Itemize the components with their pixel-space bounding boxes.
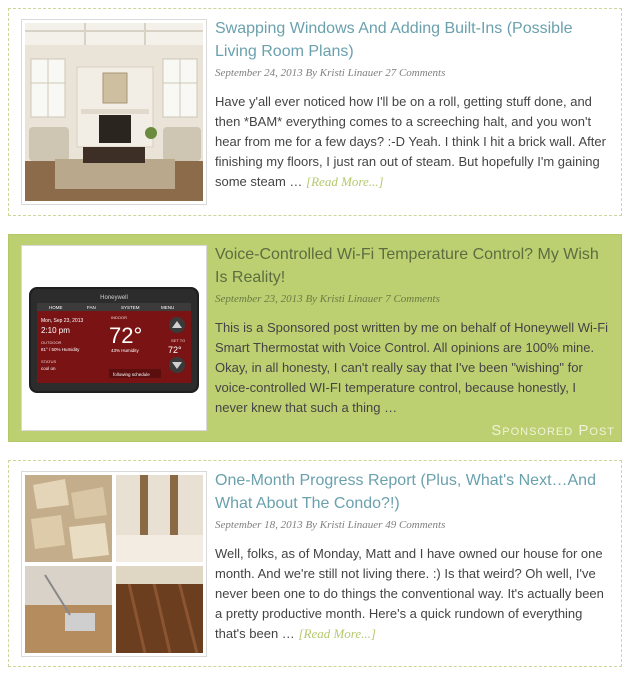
sponsored-post-label: Sponsored Post [491,422,615,439]
thermostat-outdoor-label: OUTDOOR [41,340,62,345]
post-by: By [305,67,318,79]
post-author-link[interactable]: Kristi Linauer [319,293,383,305]
post-title[interactable]: One-Month Progress Report (Plus, What's Next…And What About The Condo?!) [215,472,596,512]
post-comments-link[interactable]: 7 Comments [385,293,440,305]
post-by: By [305,293,318,305]
post-comments-link[interactable]: 49 Comments [385,519,446,531]
thermostat-tab-system: SYSTEM [121,305,140,310]
thermostat-tab-fan: FAN [87,305,96,310]
post-excerpt-text: Well, folks, as of Monday, Matt and I have owned our house for one month. And we're still not living there. :) Is that weird? Oh well, I've never been one to do things the conventional way. It's actually been a pretty productive month. Here's a quick rundown of everything that's been … [215,546,604,641]
thermostat-schedule: following schedule [113,372,150,377]
post-thumbnail[interactable] [21,19,207,205]
thermostat-photo [25,249,203,427]
post-excerpt [215,318,611,418]
read-more-link[interactable]: [Read More...] [298,626,376,641]
post-card [8,460,622,667]
post-date: September 23, 2013 [215,293,303,305]
post-title[interactable]: Swapping Windows And Adding Built-Ins (Possible Living Room Plans) [215,20,573,60]
post-comments-link[interactable]: 27 Comments [385,67,446,79]
post-date: September 24, 2013 [215,67,303,79]
thermostat-brand: Honeywell [100,295,128,301]
post-excerpt [215,92,611,192]
post-thumbnail[interactable] [21,245,207,431]
post-thumbnail[interactable] [21,471,207,657]
post-excerpt-text: Have y'all ever noticed how I'll be on a roll, getting stuff done, and then *BAM* everything comes to a screeching halt, and you won't hear from me for a few days? :-D Yeah. I think I hit a brick wall. After finishing my floors, I just ran out of steam. But hopefully I'm gaining some steam … [215,94,606,189]
thermostat-tab-menu: MENU [161,305,175,310]
post-content [215,243,611,418]
thermostat-indoor-humidity: 43% Humidity [111,348,139,353]
post-meta [215,518,611,532]
thermostat-tab-home: HOME [49,305,63,310]
post-meta [215,66,611,80]
thermostat-set-temp: 72° [168,345,182,355]
thermostat-set-label: SET TO [171,338,186,343]
thermostat-indoor-label: INDOOR [111,315,127,320]
thermostat-time: 2:10 pm [41,326,70,335]
post-excerpt-text: This is a Sponsored post written by me on behalf of Honeywell Wi-Fi Smart Thermostat with Voice Control. All opinions are 100% mine. Okay, in all honesty, I can't really say that I've been "wishing" for voice-controlled WI-FI temperature control, because honestly, I never knew that such a thing … [215,320,609,415]
read-more-link[interactable]: [Read More...] [306,174,384,189]
thermostat-status-label: STATUS [41,359,57,364]
post-excerpt [215,544,611,644]
thermostat-date: Mon, Sep 23, 2013 [41,318,84,324]
post-card [8,8,622,216]
post-content [215,469,611,644]
post-by: By [305,519,318,531]
post-content [215,17,611,192]
thermostat-outdoor-value: 81° / 50% Humidity [41,347,80,352]
progress-collage-photo [25,475,203,653]
post-author-link[interactable]: Kristi Linauer [319,67,383,79]
post-date: September 18, 2013 [215,519,303,531]
post-title[interactable]: Voice-Controlled Wi-Fi Temperature Control? My Wish Is Reality! [215,246,599,286]
post-author-link[interactable]: Kristi Linauer [319,519,383,531]
post-meta [215,292,611,306]
living-room-photo [25,23,203,201]
thermostat-status-value: cool on [41,366,56,371]
post-card-sponsored [8,234,622,442]
thermostat-indoor-temp: 72° [109,323,143,348]
